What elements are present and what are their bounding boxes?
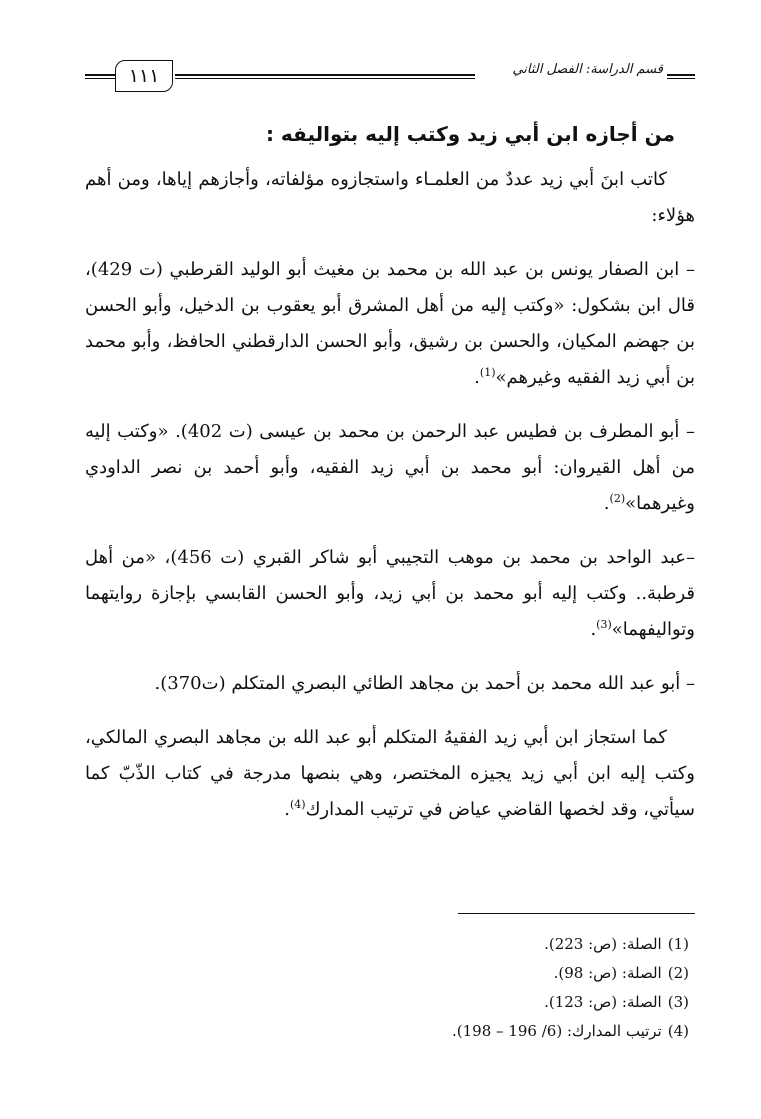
- footnote-number: (3): [667, 993, 689, 1011]
- footnote-separator: [458, 913, 695, 914]
- footnotes: [85, 930, 695, 1046]
- header-rule-middle: [175, 74, 475, 79]
- footnote-number: (4): [667, 1022, 689, 1040]
- entry-paragraph: [85, 540, 695, 648]
- entry-text: – ابن الصفار يونس بن عبد الله بن محمد بن مغيث أبو الوليد القرطبي (ت 429)، قال ابن بشكول: «وكتب إليه من أهل المشرق أبو يعقوب بن الدخيل، وأبو الحسن بن جهضم المكيان، والحسن بن رشيق، وأبو الحسن الدارقطني الحافظ، وأبو محمد بن أبي زيد الفقيه وغيرهم»: [85, 259, 695, 388]
- header-rule-left: [85, 74, 115, 79]
- footnote-ref: (1): [479, 366, 496, 379]
- running-title: قسم الدراسة: الفصل الثاني: [512, 62, 663, 77]
- footnote-number: (2): [667, 964, 689, 982]
- footnote-ref: (4): [289, 798, 306, 811]
- entry-text: – أبو المطرف بن فطيس عبد الرحمن بن محمد بن عيسى (ت 402). «وكتب إليه من أهل القيروان: أبو محمد بن أبي زيد الفقيه، وأبو أحمد بن نصر الداودي وغيرهما»: [85, 421, 695, 514]
- footnote-text: الصلة: (ص: 98).: [553, 964, 662, 982]
- closing-end: .: [284, 799, 290, 820]
- entry-paragraph: [85, 252, 695, 396]
- footnote-item: [85, 930, 689, 959]
- footnote-text: ترتيب المدارك: (6/ 196 – 198).: [452, 1022, 662, 1040]
- entry-end: .: [474, 367, 480, 388]
- footnote-item: [85, 1017, 689, 1046]
- section-heading: من أجازه ابن أبي زيد وكتب إليه بتواليفه :: [265, 122, 675, 146]
- footnote-item: [85, 959, 689, 988]
- footnote-ref: (3): [596, 618, 612, 631]
- entry-text: – أبو عبد الله محمد بن أحمد بن مجاهد الطائي البصري المتكلم (ت370).: [154, 673, 695, 694]
- closing-text: كما استجاز ابن أبي زيد الفقيهُ المتكلم أبو عبد الله بن مجاهد البصري المالكي، وكتب إليه ابن أبي زيد يجيزه المختصر، وهي بنصها مدرجة في كتاب الذّبّ كما سيأتي، وقد لخصها القاضي عياض في ترتيب المدارك: [85, 727, 695, 820]
- page-header: [85, 50, 695, 92]
- header-rule-right: [667, 74, 695, 79]
- footnote-item: [85, 988, 689, 1017]
- closing-paragraph: [85, 720, 695, 828]
- main-content: [85, 114, 695, 846]
- footnote-text: الصلة: (ص: 123).: [544, 993, 662, 1011]
- footnote-text: الصلة: (ص: 223).: [544, 935, 662, 953]
- entry-paragraph: [85, 414, 695, 522]
- entry-end: .: [590, 619, 597, 640]
- footnote-number: (1): [667, 935, 689, 953]
- intro-paragraph: كاتب ابنَ أبي زيد عددٌ من العلمـاء واستجازوه مؤلفاته، وأجازهم إياها، ومن أهم هؤلاء:: [85, 169, 695, 226]
- page-number: ١١١: [115, 60, 173, 92]
- footnote-ref: (2): [609, 492, 626, 505]
- entry-paragraph: [85, 666, 695, 702]
- entry-text: –عبد الواحد بن محمد بن موهب التجيبي أبو شاكر القبري (ت 456)، «من أهل قرطبة.. وكتب إليه أبو محمد بن أبي زيد، وأبو الحسن القابسي بإجازة روايتهما وتواليفهما»: [85, 547, 695, 640]
- entry-end: .: [603, 493, 610, 514]
